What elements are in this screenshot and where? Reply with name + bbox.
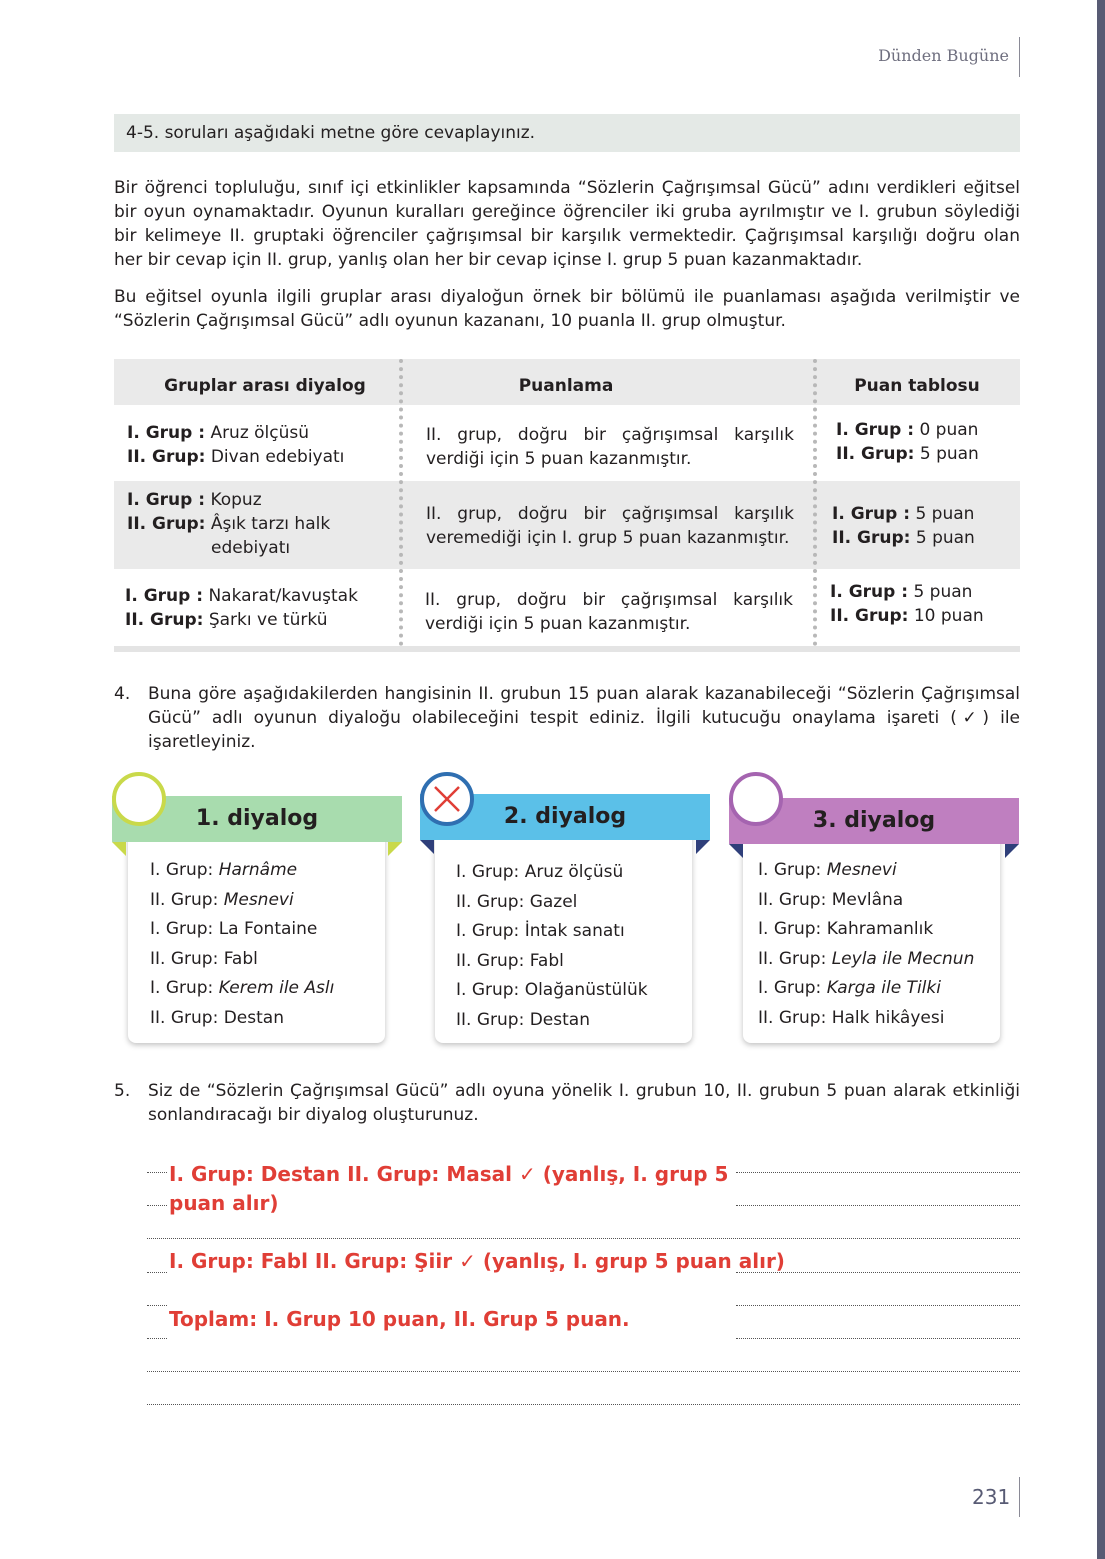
- answer-line: [736, 1205, 1020, 1206]
- answer-line: [147, 1338, 167, 1339]
- dialog-line: I. Grup: İntak sanatı: [456, 921, 625, 942]
- table-row-dialog: [125, 584, 358, 632]
- group-label: II. Grup:: [127, 447, 206, 467]
- banner-fold: [1005, 844, 1019, 858]
- answer-line: [147, 1172, 167, 1173]
- score-value: 0 puan: [919, 420, 979, 440]
- answer-line: [147, 1404, 1020, 1405]
- footer-divider: [1019, 1477, 1020, 1517]
- dialog-line: II. Grup: Mesnevi: [150, 889, 294, 910]
- group-label: I. Grup :: [125, 586, 204, 606]
- table-row-score: [832, 502, 975, 550]
- dialog-title: 1. diyalog: [112, 796, 402, 842]
- banner-fold: [388, 842, 402, 856]
- answer-line: [147, 1272, 167, 1273]
- handwritten-answer: puan alır): [169, 1191, 279, 1215]
- banner-fold: [729, 844, 743, 858]
- intro-paragraph: Bu eğitsel oyunla ilgili gruplar arası diyaloğun örnek bir bölümü ile puanlaması aşağıda verilmiştir ve “Sözlerin Çağrışımsal Gücü” adlı oyunun kazananı, 10 puanla II. grup olmuştur.: [114, 287, 1020, 331]
- score-value: 5 puan: [915, 528, 975, 548]
- table-row-scoring: II. grup, doğru bir çağrışımsal karşılık verdiği için 5 puan kazanmıştır.: [425, 590, 793, 634]
- table-row-score: [836, 418, 979, 466]
- banner-fold: [112, 842, 126, 856]
- header-divider: [1019, 37, 1020, 77]
- group-label: II. Grup:: [832, 528, 911, 548]
- table-header-cell: Gruplar arası diyalog: [164, 376, 366, 396]
- answer-line: [736, 1305, 1020, 1306]
- dialog-line: I. Grup: Kahramanlık: [758, 919, 934, 940]
- group-label: I. Grup :: [127, 423, 206, 443]
- group-value: Şarkı ve türkü: [208, 610, 328, 630]
- answer-line: [147, 1305, 167, 1306]
- group-value: Aruz ölçüsü: [210, 423, 310, 443]
- question-4: [114, 682, 1020, 754]
- dialog-line: I. Grup: Karga ile Tilki: [758, 978, 941, 999]
- dialog-card: [743, 828, 1000, 1043]
- group-label: I. Grup :: [830, 582, 909, 602]
- table-bottom-rule: [114, 646, 1020, 652]
- table-header-cell: Puanlama: [518, 376, 614, 396]
- group-value: Nakarat/kavuştak: [208, 586, 358, 606]
- group-value: Kopuz: [210, 490, 262, 510]
- question-text: Siz de “Sözlerin Çağrışımsal Gücü” adlı oyuna yönelik I. grubun 10, II. grubun 5 puan alarak etkinliği sonlandıracağı bir diyalog oluşturunuz.: [148, 1081, 1020, 1125]
- dialog-lines: [150, 856, 334, 1034]
- running-header: Dünden Bugüne: [878, 46, 1009, 65]
- checkbox-circle[interactable]: [420, 772, 474, 826]
- dialog-title: 2. diyalog: [420, 794, 710, 840]
- dialog-table: [114, 359, 1020, 653]
- column-divider: [813, 359, 817, 646]
- dialog-line: II. Grup: Fabl: [456, 950, 564, 971]
- question-text: Buna göre aşağıdakilerden hangisinin II. grubun 15 puan alarak kazanabileceği “Sözlerin Çağrışımsal Gücü” adlı oyunun diyaloğu olabileceğini tespit ediniz. İlgili kutucuğu onaylama işareti (✓) ile işaretleyiniz.: [148, 684, 1020, 752]
- dialog-line: II. Grup: Halk hikâyesi: [758, 1007, 945, 1028]
- group-label: I. Grup :: [127, 490, 206, 510]
- group-label: I. Grup :: [832, 504, 911, 524]
- dialog-line: II. Grup: Leyla ile Mecnun: [758, 948, 975, 969]
- dialog-line: II. Grup: Mevlâna: [758, 889, 904, 910]
- page-number: 231: [972, 1485, 1011, 1509]
- table-row-dialog: [127, 488, 330, 560]
- dialog-option-2: [420, 772, 710, 1047]
- dialog-line: II. Grup: Destan: [150, 1007, 284, 1028]
- dialog-card: [128, 828, 385, 1043]
- dialog-lines: [456, 858, 648, 1036]
- score-value: 5 puan: [913, 582, 973, 602]
- dialog-card: [435, 828, 692, 1043]
- dialog-line: I. Grup: La Fontaine: [150, 919, 318, 940]
- dialog-lines: [758, 856, 974, 1034]
- instruction-bar: 4-5. soruları aşağıdaki metne göre cevaplayınız.: [114, 114, 1020, 152]
- handwritten-answer: I. Grup: Fabl II. Grup: Şiir ✓ (yanlış, I. grup 5 puan alır): [169, 1249, 785, 1273]
- answer-line: [736, 1338, 1020, 1339]
- group-label: II. Grup:: [830, 606, 909, 626]
- table-header-cell: Puan tablosu: [854, 376, 980, 396]
- answer-line: [147, 1371, 1020, 1372]
- group-label: I. Grup :: [836, 420, 915, 440]
- checkbox-circle[interactable]: [112, 772, 166, 826]
- dialog-line: I. Grup: Harnâme: [150, 860, 298, 880]
- question-number: 4.: [114, 684, 131, 704]
- dialog-option-1: [112, 772, 402, 1047]
- answer-line: [147, 1205, 167, 1206]
- banner-fold: [696, 840, 710, 854]
- dialog-line: I. Grup: Aruz ölçüsü: [456, 862, 624, 882]
- dialog-option-3: [729, 772, 1019, 1047]
- handwritten-answer: I. Grup: Destan II. Grup: Masal ✓ (yanlış, I. grup 5: [169, 1162, 729, 1186]
- dialog-line: II. Grup: Fabl: [150, 948, 258, 969]
- group-label: II. Grup:: [127, 514, 206, 534]
- question-5: [114, 1079, 1020, 1127]
- intro-paragraph: Bir öğrenci topluluğu, sınıf içi etkinlikler kapsamında “Sözlerin Çağrışımsal Gücü” adını verdikleri eğitsel bir oyun oynamaktadır. Oyunun kuralları gereğince öğrenciler iki gruba ayrılmıştır ve I. grubun söylediği bir kelimeye II. gruptaki öğrenciler çağrışımsal bir karşılık vermektedir. Çağrışımsal karşılığı doğru olan her bir cevap için II. grup, yanlış olan her bir cevap içinse I. grup 5 puan kazanmaktadır.: [114, 178, 1020, 270]
- page-edge-bar: [1097, 0, 1105, 1559]
- dialog-line: I. Grup: Kerem ile Aslı: [150, 978, 335, 999]
- answer-line: [736, 1172, 1020, 1173]
- table-row-dialog: [127, 421, 344, 469]
- dialog-line: II. Grup: Gazel: [456, 891, 578, 912]
- group-value: Âşık tarzı halk: [210, 514, 331, 534]
- dialog-title: 3. diyalog: [729, 798, 1019, 844]
- table-row-score: [830, 580, 984, 628]
- question-number: 5.: [114, 1081, 131, 1101]
- checkbox-circle[interactable]: [729, 772, 783, 826]
- group-value: edebiyatı: [211, 538, 291, 558]
- handwritten-answer: Toplam: I. Grup 10 puan, II. Grup 5 puan.: [169, 1307, 630, 1331]
- dialog-line: I. Grup: Mesnevi: [758, 860, 897, 880]
- score-value: 5 puan: [919, 444, 979, 464]
- table-row-scoring: II. grup, doğru bir çağrışımsal karşılık verdiği için 5 puan kazanmıştır.: [426, 425, 794, 469]
- cross-mark-icon: [424, 776, 470, 822]
- answer-line: [147, 1238, 1020, 1239]
- dialog-line: II. Grup: Destan: [456, 1009, 590, 1030]
- group-label: II. Grup:: [836, 444, 915, 464]
- table-row-scoring: II. grup, doğru bir çağrışımsal karşılık veremediği için I. grup 5 puan kazanmıştır.: [426, 504, 794, 548]
- score-value: 10 puan: [913, 606, 984, 626]
- group-label: II. Grup:: [125, 610, 204, 630]
- group-value: Divan edebiyatı: [210, 447, 345, 467]
- dialog-line: I. Grup: Olağanüstülük: [456, 980, 648, 1001]
- score-value: 5 puan: [915, 504, 975, 524]
- banner-fold: [420, 840, 434, 854]
